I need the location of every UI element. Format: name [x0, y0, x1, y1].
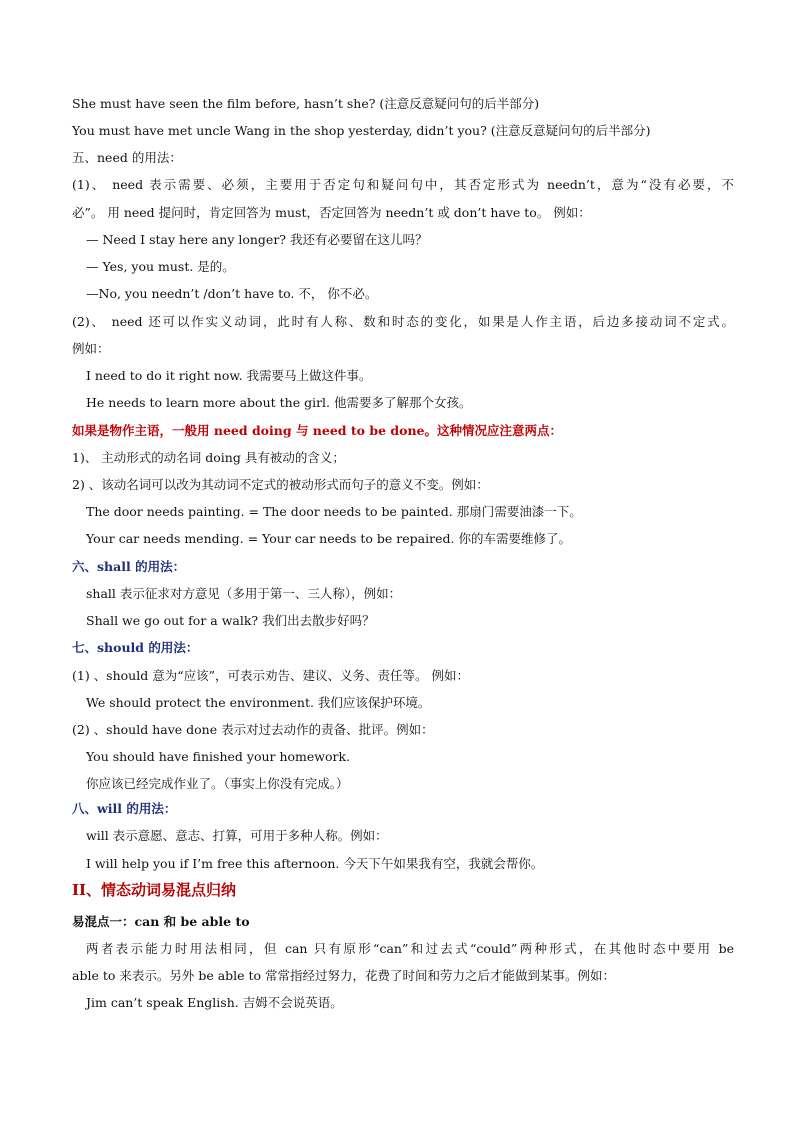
example-line: — Yes, you must. 是的。 [86, 259, 235, 274]
text-line: (2)、 need 还可以作实义动词，此时有人称、数和时态的变化，如果是人作主语，后边多接动词不定式。 [72, 314, 734, 329]
section-heading-should: 七、should 的用法： [72, 640, 199, 655]
text-line: shall 表示征求对方意见（多用于第一、三人称），例如： [86, 586, 402, 601]
text-line: You must have met uncle Wang in the shop yesterday, didn’t you? (注意反意疑问句的后半部分) [72, 123, 651, 138]
example-line: Jim can’t speak English. 吉姆不会说英语。 [86, 995, 343, 1010]
example-line: I will help you if I’m free this afternoon. 今天下午如果我有空，我就会帮你。 [86, 856, 544, 871]
note-heading: 如果是物作主语，一般用 need doing 与 need to be done。这种情况应注意两点： [72, 423, 563, 438]
text-line: able to 来表示。另外 be able to 常常指经过努力，花费了时间和劳力之后才能做到某事。例如： [72, 968, 616, 983]
section-heading-need: 五、need 的用法： [72, 150, 182, 165]
example-line: We should protect the environment. 我们应该保护环境。 [86, 695, 431, 710]
section-heading-shall: 六、shall 的用法： [72, 559, 186, 574]
example-line: — Need I stay here any longer? 我还有必要留在这儿吗？ [86, 232, 428, 247]
example-line: Shall we go out for a walk? 我们出去散步好吗？ [86, 613, 375, 628]
text-line: 必”。 用 need 提问时，肯定回答为 must，否定回答为 needn’t 或 don’t have to。 例如： [72, 205, 591, 220]
example-line: He needs to learn more about the girl. 他需要多了解那个女孩。 [86, 395, 472, 410]
text-line: will 表示意愿、意志、打算，可用于多种人称。例如： [86, 828, 388, 843]
text-line: She must have seen the film before, hasn’t she? (注意反意疑问句的后半部分) [72, 96, 540, 111]
example-line: —No, you needn’t /don’t have to. 不， 你不必。 [86, 286, 378, 301]
example-line: The door needs painting. = The door needs to be painted. 那扇门需要油漆一下。 [86, 504, 582, 519]
text-line: 两者表示能力时用法相同，但 can 只有原形“can”和过去式“could”两种形式，在其他时态中要用 be [86, 941, 734, 956]
text-line: (2) 、should have done 表示对过去动作的责备、批评。例如： [72, 722, 434, 737]
example-line: I need to do it right now. 我需要马上做这件事。 [86, 368, 372, 383]
section-title-confusing-points: II、情态动词易混点归纳 [72, 881, 237, 899]
text-line: (1)、 need 表示需要、必须，主要用于否定句和疑问句中，其否定形式为 needn’t，意为“没有必要，不 [72, 177, 734, 192]
text-line: 2) 、该动名词可以改为其动词不定式的被动形式而句子的意义不变。例如： [72, 477, 489, 492]
example-line: You should have finished your homework. [86, 749, 351, 764]
text-line: 1)、 主动形式的动名词 doing 具有被动的含义； [72, 450, 345, 465]
subheading-can-be-able-to: 易混点一：can 和 be able to [72, 914, 250, 929]
section-heading-will: 八、will 的用法： [72, 801, 177, 816]
text-line: 例如： [72, 341, 110, 356]
example-line: Your car needs mending. = Your car needs to be repaired. 你的车需要维修了。 [86, 531, 571, 546]
text-line: (1) 、should 意为“应该”，可表示劝告、建议、义务、责任等。 例如： [72, 668, 469, 683]
example-line: 你应该已经完成作业了。（事实上你没有完成。） [86, 776, 349, 791]
